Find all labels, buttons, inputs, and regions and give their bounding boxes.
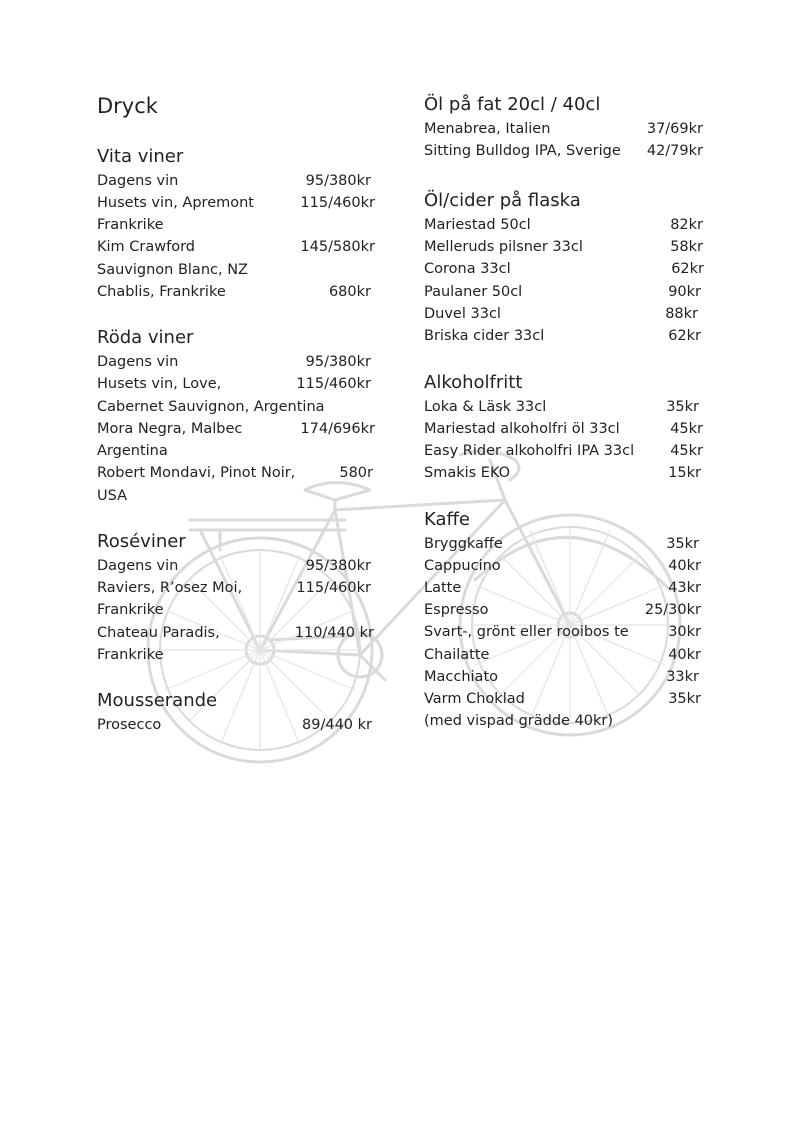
section-title-kaffe: Kaffe (424, 509, 470, 530)
section-title-alkoholfritt: Alkoholfritt (424, 372, 523, 393)
section-title-vita-viner: Vita viner (97, 146, 184, 167)
section-title-ol-pa-fat: Öl på fat 20cl / 40cl (424, 94, 601, 115)
section-title-mousserande: Mousserande (97, 690, 218, 711)
section-title-ol-cider-flaska: Öl/cider på flaska (424, 190, 581, 211)
section-title-roda-viner: Röda viner (97, 327, 194, 348)
page-title: Dryck (97, 94, 158, 118)
section-title-roseviner: Roséviner (97, 531, 186, 552)
